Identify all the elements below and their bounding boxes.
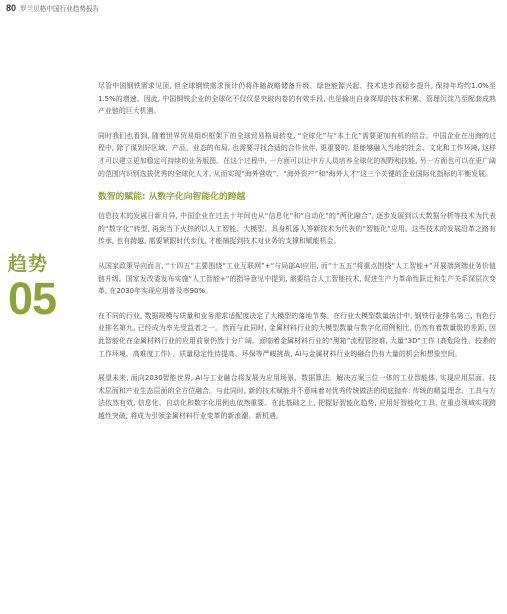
- paragraph-information-technology: 信息技术的发展日新月异, 中国企业在过去十年间也从“信息化”和“自动化”的“两化融合”, 逐步发展到以大数据分析等技术为代表的“数字化”转型, 再到当下火热的以人工智能、大模型、具身机器人等新技术为代表的“智能化”应用。这些技术的发展沿革之路有传承, 也有跨越, 需要紧跟时代步伐, 才能捕捉到技术对业务的支撑和赋能机会。: [98, 212, 496, 246]
- running-title: 罗兰贝格中国行业趋势报告: [20, 5, 100, 13]
- page-header: [6, 3, 99, 13]
- trend-side-label: [8, 253, 74, 324]
- trend-label-number: 05: [8, 273, 57, 324]
- section-title: 数智的赋能: 从数字化向智能化的跨越: [98, 192, 246, 203]
- paragraph-industry-models: 在不同的行业, 数据规模与质量和业务需求适配度决定了大模型的落地节奏。在行业大模型数量统计中, 钢铁行业排名第三, 有色行业排名第九, 已经成为率先受益者之一。然而与此同时, 金属材料行业的大模型数量与数字化用例相比, 仍然有着数量级的差距, 因此智能化在金属材料行业的应用前景仍然十分广阔。面临着金属材料行业的“黑箱”流程管控难, 大量“3D”工作 (高危险性、较差的工作环境、高难度工作) 、质量稳定性待提高、环保等严峻挑战, AI与金属材料行业的融合仍有大量的机会和想象空间。: [98, 311, 496, 358]
- page-number: 80: [6, 3, 17, 13]
- main-content: [98, 80, 496, 422]
- paragraph-national-policy: 从国家政策导向而言, “十四五”主要围绕“工业互联网”+“与局部AI应用, 而“十五五”将重点围绕“人工智能+”开展端到端业务价值链升级。国家发改委发布实施“人工智能+”的指导意见中提到, 需要结合人工智能技术, 促进生产力革命性跃迁和生产关系深层次变革, 在2030年实现应用普及率90%。: [98, 261, 496, 296]
- trend-label-word: 趋势: [8, 253, 49, 275]
- paragraph-global-steel-demand: 尽管中国钢铁需求见顶, 但全球钢铁需求预计仍将伴随战略储备升级、绿色能源兴起、技术进步而稳步提升, 保持年均约1.0%至1.5%的增速。因此, 中国钢铁企业的全球化不仅仅是突破内卷的有效手段, 也是输出自身深厚的技术积累、管理沉淀乃至配套成熟产业链的巨大机遇。: [98, 82, 496, 116]
- paragraph-outlook: 展望未来, 面向2030智能世界, AI与工业融合将发展为应用场景、数据算法、解决方案三位一体的工业智能体, 实现应用层面、技术层面和产业生态层面的全方位融合。与此同时, 新的技术赋能并不意味着对优秀传统做法的彻底抛弃: 传统的精益理念、工具与方法依然有效, 信息化、自动化和数字化用例也依然重要。在此基础之上, 把握好智能化趋势, 应用好智能化工具, 在重点领域实现跨越性突破, 将成为引领金属材料行业变革的新浪潮、新机遇。: [98, 374, 496, 420]
- paragraph-globalization-localization: 同时我们也看到, 随着世界贸易组织框架下的全球贸易格局转变, “全球化”与“本土化”需要更加有机的结合。中国企业在出海的过程中, 除了谋划好区域、产品、业态的布局, 也需要寻找合适的合作伙伴, 更重要的, 是能够融入当地的社会、文化和工作环境, 这样才可以建立更加稳定可持续的业务版图。在这个过程中, 一方面可以让中方人员培养全球化的视野和技能, 另一方面也可以在更广阔的范围内识别选拔优秀的全球化人才, 从而实现“海外营收”、“海外资产”和“海外人才”这三个关键的企业国际化指标的平衡发展。: [98, 131, 496, 178]
